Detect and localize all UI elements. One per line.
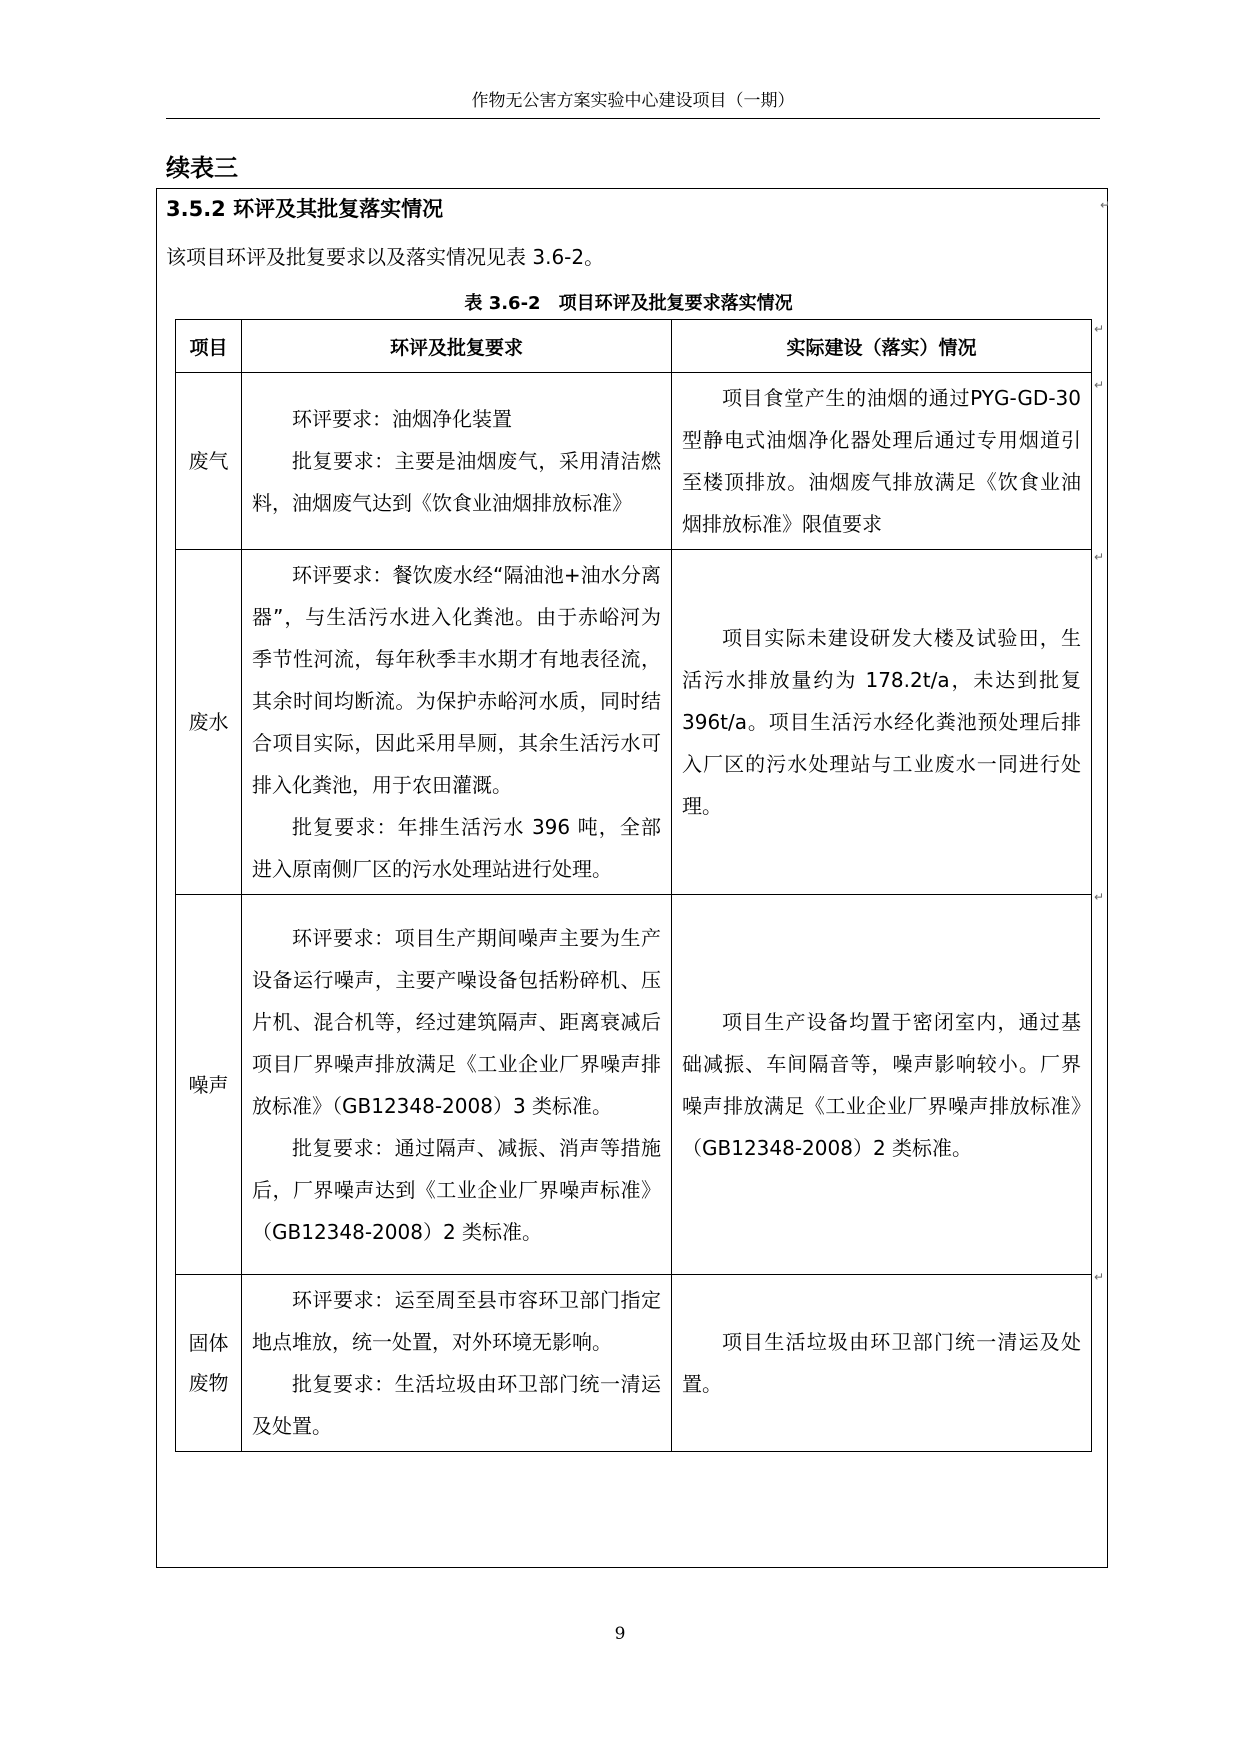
requirement-text: 批复要求：主要是油烟废气，采用清洁燃料，油烟废气达到《饮食业油烟排放标准》 [252,449,661,515]
requirements-cell [242,373,672,550]
paragraph-mark: ↵ [1094,322,1105,336]
actual-text: 项目食堂产生的油烟的通过PYG-GD-30型静电式油烟净化器处理后通过专用烟道引至楼顶排放。油烟废气排放满足《饮食业油烟排放标准》限值要求 [682,386,1081,536]
category-cell: 噪声 [176,895,242,1275]
table-caption: 表 3.6-2 项目环评及批复要求落实情况 [464,293,793,314]
running-header-title: 作物无公害方案实验中心建设项目（一期） [471,91,795,111]
requirement-text: 批复要求：生活垃圾由环卫部门统一清运及处置。 [252,1372,661,1438]
category-cell [176,1275,242,1452]
section-intro-text: 该项目环评及批复要求以及落实情况见表 3.6-2。 [166,245,605,269]
requirement-text: 环评要求：油烟净化装置 [292,407,512,431]
actual-cell [672,1275,1092,1452]
category-cell: 废气 [176,373,242,550]
header-cell-actual: 实际建设（落实）情况 [672,320,1092,373]
table-row [176,550,1092,895]
requirement-text: 环评要求：餐饮废水经“隔油池+油水分离器”，与生活污水进入化粪池。由于赤峪河为季节性河流，每年秋季丰水期才有地表径流，其余时间均断流。为保护赤峪河水质，同时结合项目实际，因此采用旱厕，其余生活污水可排入化粪池，用于农田灌溉。 [252,563,661,797]
actual-cell [672,550,1092,895]
actual-text: 项目生产设备均置于密闭室内，通过基础减振、车间隔音等，噪声影响较小。厂界噪声排放满足《工业企业厂界噪声排放标准》（GB12348-2008）2 类标准。 [682,1009,1081,1160]
actual-text: 项目生活垃圾由环卫部门统一清运及处置。 [682,1330,1081,1396]
requirement-text: 批复要求：年排生活污水 396 吨，全部进入原南侧厂区的污水处理站进行处理。 [252,815,661,881]
requirements-cell [242,550,672,895]
table-row [176,895,1092,1275]
paragraph-mark: ↵ [1094,378,1105,392]
paragraph-mark: ↵ [1094,890,1105,904]
continued-table-label: 续表三 [166,154,238,182]
requirement-text: 批复要求：通过隔声、减振、消声等措施后，厂界噪声达到《工业企业厂界噪声标准》（GB12348-2008）2 类标准。 [252,1135,661,1244]
section-heading: 3.5.2 环评及其批复落实情况 [166,197,444,221]
table-row [176,1275,1092,1452]
table-row [176,373,1092,550]
requirement-text: 环评要求：项目生产期间噪声主要为生产设备运行噪声，主要产噪设备包括粉碎机、压片机、混合机等，经过建筑隔声、距离衰减后项目厂界噪声排放满足《工业企业厂界噪声排放标准》（GB12348-2008）3 类标准。 [252,925,661,1118]
category-line: 固体 [188,1331,229,1355]
requirements-cell [242,1275,672,1452]
paragraph-mark: ↵ [1100,198,1111,212]
category-line: 废物 [188,1371,229,1395]
requirements-table [175,319,1092,1452]
page-number: 9 [614,1624,626,1644]
header-cell-requirements: 环评及批复要求 [242,320,672,373]
table-header-row [176,320,1092,373]
requirements-cell [242,895,672,1275]
actual-text: 项目实际未建设研发大楼及试验田，生活污水排放量约为 178.2t/a，未达到批复 396t/a。项目生活污水经化粪池预处理后排入厂区的污水处理站与工业废水一同进行处理。 [682,626,1081,818]
header-cell-item: 项目 [176,320,242,373]
actual-cell [672,895,1092,1275]
requirement-text: 环评要求：运至周至县市容环卫部门指定地点堆放，统一处置，对外环境无影响。 [252,1288,661,1354]
category-cell: 废水 [176,550,242,895]
paragraph-mark: ↵ [1094,550,1105,564]
actual-cell [672,373,1092,550]
paragraph-mark: ↵ [1094,1270,1105,1284]
running-header [166,86,1100,119]
